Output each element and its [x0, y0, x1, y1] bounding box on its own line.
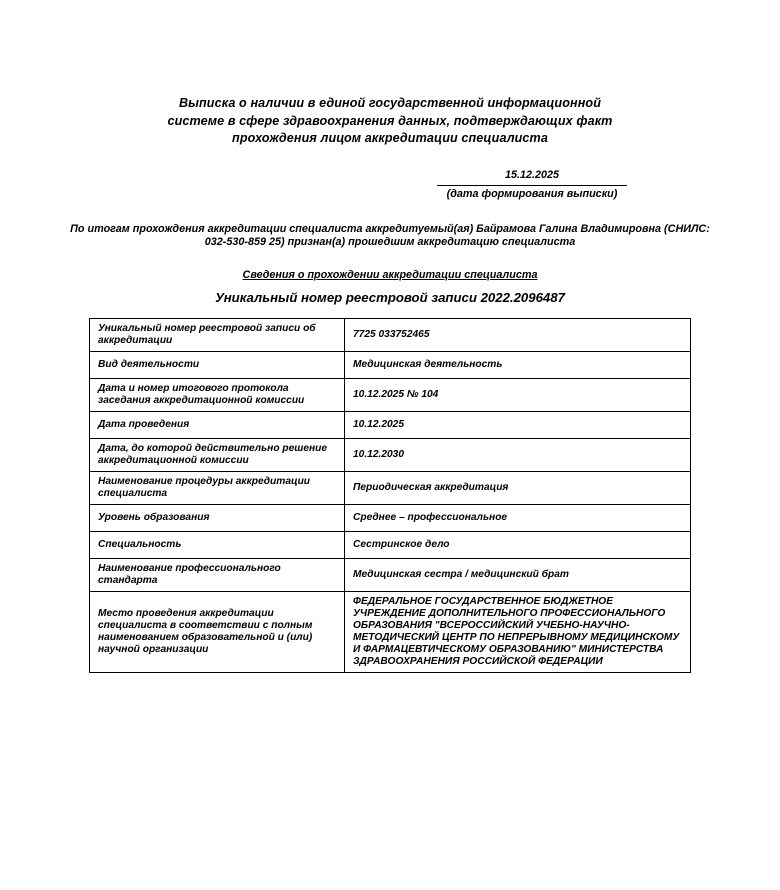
field-value: Периодическая аккредитация [345, 471, 691, 504]
section-heading: Сведения о прохождении аккредитации специалиста [242, 268, 538, 281]
field-value: 10.12.2025 № 104 [345, 378, 691, 411]
document-title-line-2: системе в сфере здравоохранения данных, подтверждающих факт [167, 113, 613, 128]
table-row-accreditation-place [90, 591, 691, 672]
field-value: Сестринское дело [345, 531, 691, 558]
field-label: Уровень образования [90, 504, 345, 531]
accreditation-summary-line-1: По итогам прохождения аккредитации специалиста аккредитуемый(ая) Байрамова Галина Владимировна (СНИЛС: [70, 222, 710, 235]
field-value: ФЕДЕРАЛЬНОЕ ГОСУДАРСТВЕННОЕ БЮДЖЕТНОЕ УЧРЕЖДЕНИЕ ДОПОЛНИТЕЛЬНОГО ПРОФЕССИОНАЛЬНОГО ОБРАЗОВАНИЯ "ВСЕРОССИЙСКИЙ УЧЕБНО-НАУЧНО-МЕТОДИЧЕСКИЙ ЦЕНТР ПО НЕПРЕРЫВНОМУ МЕДИЦИНСКОМУ И ФАРМАЦЕВТИЧЕСКОМУ ОБРАЗОВАНИЮ" МИНИСТЕРСТВА ЗДРАВООХРАНЕНИЯ РОССИЙСКОЙ ФЕДЕРАЦИИ [345, 591, 691, 672]
field-value: Медицинская сестра / медицинский брат [345, 558, 691, 591]
field-label: Наименование процедуры аккредитации специалиста [90, 471, 345, 504]
document-title-line-1: Выписка о наличии в единой государственной информационной [178, 96, 602, 110]
field-value: Среднее – профессиональное [345, 504, 691, 531]
table-row-registry-number [90, 318, 691, 351]
table-row-date-held [90, 411, 691, 438]
field-label: Вид деятельности [90, 351, 345, 378]
field-label: Уникальный номер реестровой записи об аккредитации [90, 318, 345, 351]
field-label: Дата и номер итогового протокола заседания аккредитационной комиссии [90, 378, 345, 411]
table-row-specialty [90, 531, 691, 558]
accreditation-details-table [89, 318, 691, 673]
accreditation-summary-paragraph [0, 223, 780, 250]
formation-date-value: 15.12.2025 [437, 169, 627, 186]
table-row-education-level [90, 504, 691, 531]
field-label: Специальность [90, 531, 345, 558]
registry-number-heading: Уникальный номер реестровой записи 2022.2096487 [215, 289, 565, 305]
field-value: 10.12.2025 [345, 411, 691, 438]
table-row-valid-until [90, 438, 691, 471]
formation-date-block [437, 169, 627, 201]
document-title-line-3: прохождения лицом аккредитации специалиста [232, 131, 548, 145]
field-value: 7725 033752465 [345, 318, 691, 351]
formation-date-caption: (дата формирования выписки) [446, 187, 618, 200]
table-row-activity-type [90, 351, 691, 378]
field-label: Дата, до которой действительно решение аккредитационной комиссии [90, 438, 345, 471]
field-label: Место проведения аккредитации специалиста в соответствии с полным наименованием образовательной и (или) научной организации [90, 591, 345, 672]
table-row-procedure-name [90, 471, 691, 504]
field-label: Дата проведения [90, 411, 345, 438]
table-row-professional-standard [90, 558, 691, 591]
accreditation-summary-line-2: 032-530-859 25) признан(а) прошедшим аккредитацию специалиста [204, 236, 576, 249]
field-value: Медицинская деятельность [345, 351, 691, 378]
field-value: 10.12.2030 [345, 438, 691, 471]
field-label: Наименование профессионального стандарта [90, 558, 345, 591]
document-title [0, 0, 780, 148]
table-row-protocol [90, 378, 691, 411]
